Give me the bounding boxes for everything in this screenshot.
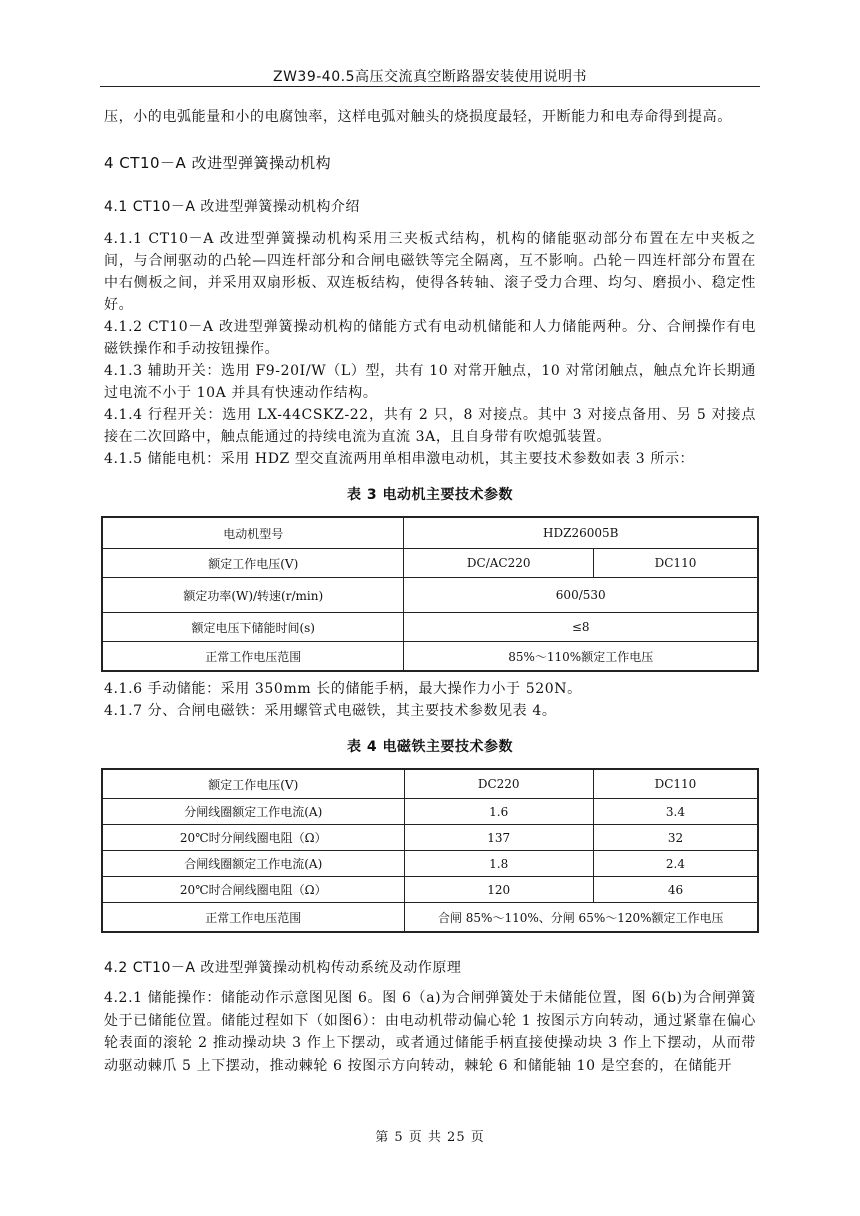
paragraph-4-2-1: 4.2.1 储能操作：储能动作示意图见图 6。图 6（a)为合闸弹簧处于未储能位置，图 6(b)为合闸弹簧处于已储能位置。储能过程如下（如图6）：由电动机带动偏心轮 1 按图示方向转动，通过紧靠在偏心轮表面的滚轮 2 推动操动块 3 作上下摆动，或者通过储能手柄直接使操动块 3 作上下摆动，从而带动驱动棘爪 5 上下摆动，推动棘轮 6 按图示方向转动，棘轮 6 和储能轴 10 是空套的，在储能开 — [104, 990, 756, 1074]
table-cell-label: 合闸线圈额定工作电流(A) — [102, 851, 404, 877]
paragraph-4-1-5: 4.1.5 储能电机：采用 HDZ 型交直流两用单相串激电动机，其主要技术参数如表 3 所示： — [104, 451, 695, 467]
table-cell-value: 32 — [593, 825, 758, 851]
table-cell-value: 85%～110%额定工作电压 — [404, 642, 758, 672]
table-cell-value: 46 — [593, 877, 758, 903]
table-cell-label: 电动机型号 — [102, 517, 404, 549]
table-cell-label: 额定工作电压(V) — [102, 769, 404, 799]
paragraph-4-1-3: 4.1.3 辅助开关：选用 F9-20Ⅰ/W（L）型，共有 10 对常开触点，10 对常闭触点，触点允许长期通过电流不小于 10A 并具有快速动作结构。 — [104, 363, 756, 401]
page-footer: 第 5 页 共 25 页 — [375, 1130, 485, 1145]
section-4-1-heading: 4.1 CT10－A 改进型弹簧操动机构介绍 — [104, 199, 360, 215]
table-cell-value: DC110 — [593, 769, 758, 799]
table-cell-label: 额定功率(W)/转速(r/min) — [102, 578, 404, 613]
table-row — [102, 903, 758, 933]
table-cell-label: 额定电压下储能时间(s) — [102, 613, 404, 642]
table-row — [102, 578, 758, 613]
table-row — [102, 613, 758, 642]
section-4-2-heading: 4.2 CT10－A 改进型弹簧操动机构传动系统及动作原理 — [104, 960, 462, 976]
table-4-caption: 表 4 电磁铁主要技术参数 — [347, 739, 513, 755]
table-cell-label: 正常工作电压范围 — [102, 903, 404, 933]
table-cell-value: 1.8 — [404, 851, 593, 877]
table-header-row — [102, 769, 758, 799]
header-divider — [100, 86, 760, 87]
paragraph-4-1-4: 4.1.4 行程开关：选用 LX-44CSKZ-22，共有 2 只，8 对接点。其中 3 对接点备用、另 5 对接点接在二次回路中，触点能通过的持续电流为直流 3A，且自身带有吹熄弧装置。 — [104, 407, 756, 445]
paragraph-4-1-1: 4.1.1 CT10－A 改进型弹簧操动机构采用三夹板式结构，机构的储能驱动部分布置在左中夹板之间，与合闸驱动的凸轮—四连杆部分和合闸电磁铁等完全隔离，互不影响。凸轮－四连杆部分布置在中右侧板之间，并采用双扇形板、双连板结构，使得各转轴、滚子受力合理、均匀、磨损小、稳定性好。 — [104, 231, 756, 313]
table-row — [102, 877, 758, 903]
table-cell-value: 1.6 — [404, 799, 593, 825]
table-cell-value: DC110 — [593, 549, 758, 578]
table-3-caption: 表 3 电动机主要技术参数 — [347, 487, 513, 503]
table-cell-label: 20℃时合闸线圈电阻（Ω） — [102, 877, 404, 903]
table-cell-value: DC220 — [404, 769, 593, 799]
table-cell-label: 20℃时分闸线圈电阻（Ω） — [102, 825, 404, 851]
paragraph-4-1-7: 4.1.7 分、合闸电磁铁：采用螺管式电磁铁，其主要技术参数见表 4。 — [104, 703, 557, 719]
table-cell-value: 合闸 85%～110%、分闸 65%～120%额定工作电压 — [404, 903, 758, 933]
motor-parameters-table — [101, 516, 759, 672]
table-cell-value: ≤8 — [404, 613, 758, 642]
table-cell-label: 额定工作电压(V) — [102, 549, 404, 578]
table-cell-label: 正常工作电压范围 — [102, 642, 404, 672]
paragraph-4-1-2: 4.1.2 CT10－A 改进型弹簧操动机构的储能方式有电动机储能和人力储能两种。分、合闸操作有电磁铁操作和手动按钮操作。 — [104, 319, 756, 357]
table-cell-value: 600/530 — [404, 578, 758, 613]
table-cell-value: 3.4 — [593, 799, 758, 825]
page-content — [104, 106, 756, 1077]
paragraph-4-1-6: 4.1.6 手动储能：采用 350mm 长的储能手柄，最大操作力小于 520N。 — [104, 681, 582, 697]
page-header-title: ZW39-40.5高压交流真空断路器安装使用说明书 — [273, 69, 587, 85]
table-cell-value: DC/AC220 — [404, 549, 594, 578]
table-row — [102, 549, 758, 578]
table-row — [102, 799, 758, 825]
table-row — [102, 642, 758, 672]
table-row — [102, 851, 758, 877]
intro-paragraph: 压，小的电弧能量和小的电腐蚀率，这样电弧对触头的烧损度最轻，开断能力和电寿命得到提高。 — [104, 109, 732, 125]
section-4-heading: 4 CT10－A 改进型弹簧操动机构 — [104, 154, 332, 172]
table-cell-label: 分闸线圈额定工作电流(A) — [102, 799, 404, 825]
table-cell-value: HDZ26005B — [404, 517, 758, 549]
table-row — [102, 517, 758, 549]
table-cell-value: 2.4 — [593, 851, 758, 877]
electromagnet-parameters-table — [101, 768, 759, 933]
table-row — [102, 825, 758, 851]
table-cell-value: 137 — [404, 825, 593, 851]
table-cell-value: 120 — [404, 877, 593, 903]
